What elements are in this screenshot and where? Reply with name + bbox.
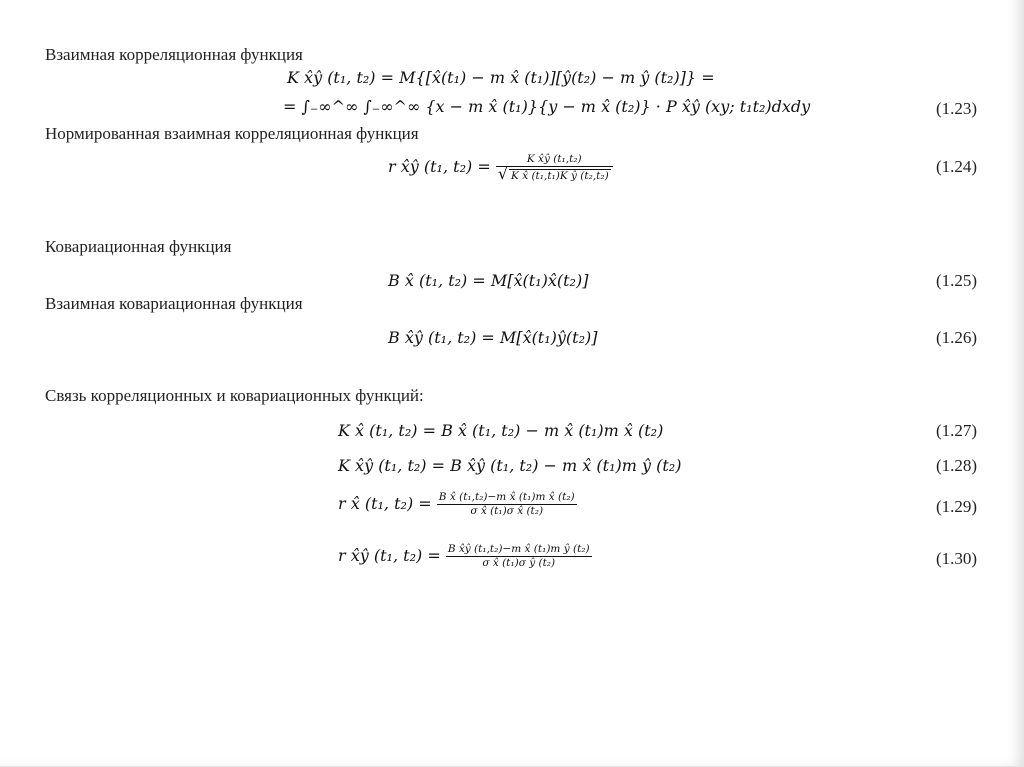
label-covariance: Ковариационная функция [45, 237, 232, 256]
equation-1-24-numerator: K x̂ŷ (t₁,t₂) [496, 153, 613, 167]
equation-number-1-30: (1.30) [936, 549, 978, 568]
equation-1-24-lhs: r x̂ŷ (t₁, t₂) = [388, 157, 491, 176]
equation-1-30-lhs: r x̂ŷ (t₁, t₂) = [338, 546, 441, 565]
equation-1-23-line1: K x̂ŷ (t₁, t₂) = M{[x̂(t₁) − m x̂ (t₁)][ŷ(t₂) − m ŷ (t₂)]} = [287, 68, 715, 87]
equation-1-30-numerator: B x̂ŷ (t₁,t₂)−m x̂ (t₁)m ŷ (t₂) [447, 543, 590, 555]
equation-number-1-23: (1.23) [936, 99, 978, 118]
equation-1-24-denominator: K x̂ (t₁,t₁)K ŷ (t₂,t₂) [511, 169, 609, 182]
equation-1-25: B x̂ (t₁, t₂) = M[x̂(t₁)x̂(t₂)] [388, 271, 589, 290]
label-cross-correlation: Взаимная корреляционная функция [45, 45, 303, 64]
label-normalized-cross-correlation: Нормированная взаимная корреляционная функция [45, 124, 419, 143]
equation-1-24 [388, 149, 613, 185]
equation-1-30 [338, 538, 592, 574]
label-relation: Связь корреляционных и ковариационных функций: [45, 386, 424, 405]
equation-number-1-27: (1.27) [936, 421, 978, 440]
equation-number-1-24: (1.24) [936, 157, 978, 176]
label-cross-covariance: Взаимная ковариационная функция [45, 294, 303, 313]
equation-number-1-26: (1.26) [936, 328, 978, 347]
equation-1-26: B x̂ŷ (t₁, t₂) = M[x̂(t₁)ŷ(t₂)] [388, 328, 598, 347]
equation-1-29-fraction [437, 491, 577, 518]
equation-1-30-denominator: σ x̂ (t₁)σ ŷ (t₂) [482, 557, 556, 569]
equation-1-29-denominator: σ x̂ (t₁)σ x̂ (t₂) [470, 505, 544, 517]
equation-1-29 [338, 486, 577, 522]
equation-number-1-29: (1.29) [936, 497, 978, 516]
equation-1-23-line2: = ∫₋∞^∞ ∫₋∞^∞ {x − m x̂ (t₁)}{y − m x̂ (t₂)} · P x̂ŷ (xy; t₁t₂)dxdy [283, 97, 811, 116]
equation-1-28: K x̂ŷ (t₁, t₂) = B x̂ŷ (t₁, t₂) − m x̂ (t₁)m ŷ (t₂) [338, 456, 682, 475]
equation-1-24-denominator-wrap [496, 163, 613, 183]
equation-1-29-numerator: B x̂ (t₁,t₂)−m x̂ (t₁)m x̂ (t₂) [438, 491, 575, 503]
equation-1-30-fraction [446, 543, 592, 570]
equation-number-1-25: (1.25) [936, 271, 978, 290]
equation-number-1-28: (1.28) [936, 456, 978, 475]
equation-1-27: K x̂ (t₁, t₂) = B x̂ (t₁, t₂) − m x̂ (t₁)m x̂ (t₂) [338, 421, 664, 440]
equation-1-29-lhs: r x̂ (t₁, t₂) = [338, 494, 432, 513]
sqrt-icon: √ [497, 163, 509, 183]
equation-1-24-fraction [496, 153, 613, 183]
